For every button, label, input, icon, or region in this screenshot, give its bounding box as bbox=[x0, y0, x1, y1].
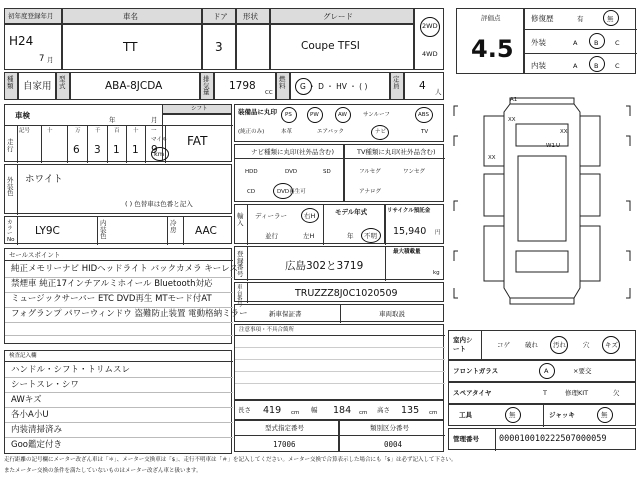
usage-header-label: 種類 bbox=[7, 75, 14, 90]
chassis-value: TRUZZZ8J0C1020509 bbox=[295, 288, 398, 299]
seat-item: 破れ bbox=[525, 341, 538, 349]
sales-header: セールスポイント bbox=[9, 251, 61, 259]
recycle-cell bbox=[384, 204, 444, 244]
navi-item: DVD再生可 bbox=[277, 189, 306, 195]
model-year-unknown: 不明 bbox=[364, 232, 377, 240]
seat-block bbox=[448, 330, 636, 360]
car-body bbox=[504, 104, 580, 298]
model-year-year: 年 bbox=[347, 232, 354, 240]
equip-leather: 本革 bbox=[281, 129, 293, 135]
navi-block bbox=[234, 144, 344, 202]
dim-hgt: 135 bbox=[401, 405, 420, 416]
model-cell bbox=[70, 72, 200, 100]
dist-digit: 1 bbox=[113, 144, 120, 156]
dist-digit: 6 bbox=[73, 144, 80, 156]
class-block bbox=[339, 420, 444, 452]
manual-label: 車両取説 bbox=[379, 310, 405, 318]
model-value: ABA-8JCDA bbox=[105, 80, 163, 92]
inspect-line: Goo鑑定付き bbox=[11, 440, 62, 450]
year-header-label: 初年度登録年月 bbox=[8, 12, 54, 20]
warranty-label: 新車保証書 bbox=[269, 310, 302, 318]
seat-item: コゲ bbox=[497, 341, 510, 349]
right-rear-panel bbox=[580, 174, 600, 216]
handle-left: 左H bbox=[303, 232, 315, 240]
dim-hgt-label: 高さ bbox=[377, 406, 390, 414]
corner-tr bbox=[626, 106, 630, 116]
color-label: 外装色 bbox=[7, 176, 14, 197]
shift-header-label: シフト bbox=[191, 106, 208, 112]
cap-header bbox=[390, 72, 404, 100]
equip-aw: AW bbox=[338, 112, 347, 118]
usage-cell bbox=[18, 72, 56, 100]
fuel-cell bbox=[290, 72, 390, 100]
dist-head: 百 bbox=[114, 128, 120, 134]
right-front-door bbox=[580, 116, 600, 166]
inspect-header: 検査記入欄 bbox=[9, 353, 37, 359]
tool-value: 無 bbox=[509, 411, 516, 419]
spare-block bbox=[448, 382, 636, 404]
disp-unit: CC bbox=[265, 90, 273, 96]
inspect-block bbox=[4, 350, 232, 454]
drive-cell bbox=[414, 8, 444, 70]
colorno-label: カラーNo bbox=[7, 220, 15, 243]
class-label: 類別区分番号 bbox=[370, 424, 409, 432]
car-outline-svg bbox=[448, 76, 636, 328]
car-diagram bbox=[448, 76, 636, 328]
fuel-header-label: 燃料 bbox=[279, 75, 286, 90]
repair-label: 修復歴 bbox=[531, 14, 554, 23]
equip-sunroof: サンルーフ bbox=[363, 112, 390, 118]
corner-br bbox=[626, 288, 630, 298]
load-unit: kg bbox=[433, 270, 440, 276]
int-grade-b: B bbox=[594, 62, 599, 70]
seat-item: キズ bbox=[605, 341, 618, 349]
equip-block bbox=[234, 104, 444, 142]
equip-navi: ナビ bbox=[375, 129, 387, 135]
ac-value: AAC bbox=[195, 225, 217, 237]
recycle-value: 15,940 bbox=[393, 226, 427, 237]
docs-block bbox=[234, 304, 444, 322]
year-month-unit: 月 bbox=[47, 56, 54, 64]
dist-unit-km: km bbox=[154, 150, 165, 158]
seat-item: 汚れ bbox=[553, 341, 566, 349]
cap-cell bbox=[404, 72, 444, 100]
name-header-label: 車名 bbox=[123, 12, 138, 21]
dist-head: 万 bbox=[75, 128, 81, 134]
corner-tl bbox=[454, 106, 458, 116]
cert-value: 17006 bbox=[273, 440, 296, 449]
seat-label: 室内シート bbox=[453, 336, 473, 354]
glass-label: フロントガラス bbox=[453, 367, 499, 375]
car-name: TT bbox=[123, 40, 138, 54]
shape-header-label: 形状 bbox=[243, 12, 258, 21]
repair-yes: 有 bbox=[577, 15, 584, 23]
year-month: 7 bbox=[39, 54, 45, 64]
disp-value: 1798 bbox=[229, 80, 256, 92]
tool-block bbox=[448, 404, 636, 426]
fuel-value: G ・ D ・ HV ・ ( ) bbox=[300, 82, 368, 91]
right-rear-fender bbox=[580, 226, 600, 281]
usage-value: 自家用 bbox=[23, 81, 52, 92]
dim-wid-label: 幅 bbox=[311, 406, 318, 414]
fuel-header bbox=[276, 72, 290, 100]
ext-grade-c: C bbox=[615, 39, 620, 47]
handle-right: 右H bbox=[304, 212, 316, 220]
tv-header: TV種類に丸印(社外品含む) bbox=[357, 148, 436, 156]
rear-bumper bbox=[510, 298, 574, 304]
score-label: 評価点 bbox=[481, 14, 501, 22]
dim-unit: cm bbox=[291, 410, 300, 416]
recycle-header: リサイクル預託金 bbox=[387, 208, 431, 214]
inspect-line: ハンドル・シフト・トリムスレ bbox=[11, 365, 131, 375]
navi-header: ナビ種類に丸印(社外品含む) bbox=[251, 148, 335, 156]
sales-line: ミュージックサーバー ETC DVD再生 MTモード付AT bbox=[11, 294, 212, 304]
model-header bbox=[56, 72, 70, 100]
notes-block bbox=[234, 324, 444, 400]
navi-item: DVD bbox=[285, 169, 298, 175]
dist-unit-mile: マイル bbox=[151, 137, 168, 143]
rear-window bbox=[516, 251, 568, 272]
chassis-label: 車台番号 bbox=[237, 285, 243, 308]
spare-none: 欠 bbox=[613, 389, 620, 397]
cap-header-label: 定員 bbox=[393, 75, 400, 90]
usage-header bbox=[4, 72, 18, 100]
footer-note-1: 走行距離の記号欄にメーター改ざん車は「＊」、メーター交換車は「$」、走行不明車は「＃」を記入してください。メーター交換で合算表示した場合にも「$」は必ず記入して下さい。 bbox=[4, 457, 457, 463]
class-value: 0004 bbox=[384, 440, 403, 449]
dist-digit: 1 bbox=[132, 144, 139, 156]
corner-bl bbox=[454, 288, 458, 298]
shape-cell bbox=[236, 24, 270, 70]
inspect-line: AWキズ bbox=[11, 395, 42, 405]
dim-wid: 184 bbox=[333, 405, 352, 416]
navi-item: HDD bbox=[245, 169, 258, 175]
name-header bbox=[62, 8, 202, 24]
score-value: 4.5 bbox=[471, 35, 514, 63]
grade-header bbox=[270, 8, 414, 24]
inspection-month-unit: 月 bbox=[151, 116, 158, 124]
dist-head: 千 bbox=[95, 128, 101, 134]
diag-w: W1 bbox=[546, 143, 555, 149]
sales-line: 純正メモリーナビ HIDヘッドライト バックカメラ キーレス bbox=[11, 264, 238, 274]
year-cell bbox=[4, 24, 62, 70]
jack-value: 無 bbox=[601, 411, 608, 419]
diag-xx: XX bbox=[508, 117, 516, 123]
ext-grade-b: B bbox=[594, 39, 599, 47]
disp-header bbox=[200, 72, 214, 100]
glass-block bbox=[448, 360, 636, 382]
import-parallel: 並行 bbox=[265, 232, 278, 240]
color-value: ホワイト bbox=[25, 174, 63, 185]
reg-block bbox=[234, 246, 444, 280]
spare-kit: 修理KIT bbox=[565, 389, 589, 397]
dim-len: 419 bbox=[263, 405, 282, 416]
dist-digit: 3 bbox=[94, 144, 101, 156]
inspect-line: 内装清掃済み bbox=[11, 425, 63, 435]
tv-item: ワンセグ bbox=[403, 169, 426, 175]
tv-item: フルセグ bbox=[359, 169, 381, 175]
shift-header bbox=[162, 104, 232, 114]
seat-item: 穴 bbox=[583, 341, 590, 349]
int-grade-c: C bbox=[615, 62, 620, 70]
equip-header: 装備品に丸印 bbox=[238, 108, 277, 116]
import-dealer: ディーラー bbox=[255, 212, 287, 220]
tv-block bbox=[344, 144, 444, 202]
diag-xx: XX bbox=[488, 155, 496, 161]
footer-note-2: またメーター交換の条件を満たしていないものはメーター改ざん車と扱います。 bbox=[4, 468, 202, 474]
cert-label: 型式指定番号 bbox=[265, 424, 304, 432]
load-header: 最大積載量 bbox=[393, 249, 421, 255]
tool-label: 工具 bbox=[459, 411, 472, 419]
grade-cell bbox=[270, 24, 414, 70]
roof bbox=[518, 156, 566, 241]
glass-replace: ×要交 bbox=[573, 367, 592, 375]
colorno-block bbox=[4, 216, 232, 244]
diag-u: U bbox=[556, 143, 561, 149]
model-year-header: モデル年式 bbox=[335, 208, 368, 216]
notes-header: 注意事項・不具合箇所 bbox=[239, 327, 295, 333]
navi-item: SD bbox=[323, 169, 331, 175]
left-rear-panel bbox=[484, 174, 504, 216]
diag-a1: A1 bbox=[510, 97, 518, 103]
ext-grade-a: A bbox=[573, 39, 578, 47]
inspect-line: 各小A小U bbox=[11, 410, 49, 420]
equip-sub: (純正のみ) bbox=[238, 129, 265, 135]
sales-line: 禁煙車 純正17インチアルミホイール Bluetooth対応 bbox=[11, 279, 213, 289]
spare-label: スペアタイヤ bbox=[453, 389, 492, 397]
reg-label: 登録番号 bbox=[237, 250, 244, 278]
front-bumper bbox=[510, 98, 574, 104]
inspection-year-unit: 年 bbox=[109, 116, 116, 124]
int-label: 内装 bbox=[531, 61, 546, 70]
glass-a: A bbox=[544, 367, 549, 375]
door-cell bbox=[202, 24, 236, 70]
grade-value: Coupe TFSI bbox=[301, 40, 360, 52]
ac-label: 冷房 bbox=[170, 219, 177, 234]
score-block bbox=[456, 8, 524, 74]
shift-cell bbox=[162, 114, 232, 162]
reg-value: 広島302と3719 bbox=[285, 260, 364, 272]
equip-abs: ABS bbox=[418, 112, 429, 118]
colorno-value: LY9C bbox=[35, 225, 60, 237]
shape-header bbox=[236, 8, 270, 24]
sales-line: フォグランプ パワーウィンドウ 盗難防止装置 電動格納ミラー bbox=[11, 309, 248, 319]
cert-block bbox=[234, 420, 339, 452]
condition-block bbox=[524, 8, 636, 74]
name-cell bbox=[62, 24, 202, 70]
jack-label: ジャッキ bbox=[549, 411, 575, 419]
dim-unit: cm bbox=[359, 410, 368, 416]
dim-unit: cm bbox=[429, 410, 438, 416]
cap-value: 4 bbox=[419, 80, 426, 92]
spare-t: T bbox=[543, 389, 547, 397]
equip-tv: TV bbox=[421, 129, 429, 135]
equip-pw: PW bbox=[310, 112, 319, 118]
disp-header-label: 排気量 bbox=[203, 75, 210, 96]
equip-ps: PS bbox=[285, 112, 292, 118]
left-rear-fender bbox=[484, 226, 504, 281]
mgmt-block bbox=[448, 428, 636, 450]
shift-value: FAT bbox=[187, 134, 208, 148]
interior-label: 内装色 bbox=[100, 219, 107, 240]
dist-head: 十 bbox=[133, 128, 139, 134]
door-header bbox=[202, 8, 236, 24]
inspection-label: 車検 bbox=[15, 111, 30, 120]
color-note: ( ) 色替車は色番と記入 bbox=[125, 200, 193, 208]
navi-item: CD bbox=[247, 189, 256, 195]
drive-4wd: 4WD bbox=[422, 50, 438, 58]
grade-header-label: グレード bbox=[323, 12, 353, 21]
import-label: 輸入 bbox=[237, 212, 244, 227]
dist-head: 一 bbox=[151, 128, 157, 134]
color-block bbox=[4, 164, 232, 214]
drive-2wd: 2WD bbox=[422, 22, 438, 30]
door-count: 3 bbox=[215, 40, 223, 54]
ext-label: 外装 bbox=[531, 38, 546, 47]
disp-cell bbox=[214, 72, 276, 100]
mileage-row-label: 走行 bbox=[7, 138, 14, 153]
recycle-unit: 円 bbox=[435, 230, 441, 236]
dist-digit: 9 bbox=[151, 144, 158, 156]
model-header-label: 型式 bbox=[59, 75, 66, 90]
repair-no: 無 bbox=[607, 15, 614, 23]
cap-unit: 人 bbox=[435, 88, 442, 96]
door-header-label: ドア bbox=[213, 12, 228, 21]
dim-len-label: 長さ bbox=[238, 406, 251, 414]
int-grade-a: A bbox=[573, 62, 578, 70]
mgmt-label: 管理番号 bbox=[453, 435, 479, 443]
year-header bbox=[4, 8, 62, 24]
equip-airbag: エアバック bbox=[317, 129, 345, 135]
mgmt-value: 000010010222507000059 bbox=[499, 434, 607, 444]
tv-item: アナログ bbox=[359, 189, 382, 195]
dims-block bbox=[234, 400, 444, 420]
diag-xx: XX bbox=[560, 129, 568, 135]
year-era: H24 bbox=[9, 34, 34, 48]
inspect-line: シートスレ・シワ bbox=[11, 380, 79, 390]
dist-head: 記号 bbox=[19, 128, 31, 134]
chassis-block bbox=[234, 282, 444, 308]
dist-head: 十 bbox=[47, 128, 53, 134]
